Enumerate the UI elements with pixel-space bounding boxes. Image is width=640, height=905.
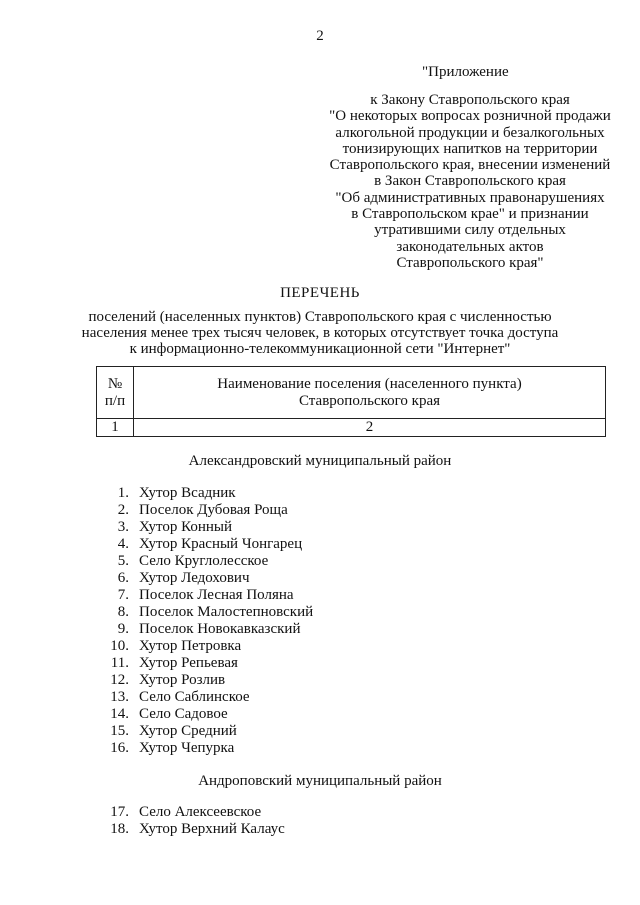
annex-line: в Ставропольском крае" и признании — [351, 206, 589, 223]
list-item: 1. Хутор Всадник — [117, 485, 236, 501]
list-item: 3. Хутор Конный — [117, 519, 233, 535]
district-heading: Александровский муниципальный район — [188, 453, 452, 469]
list-item: 12. Хутор Розлив — [110, 672, 226, 688]
column-number-2: 2 — [134, 419, 606, 437]
list-item: 15. Хутор Средний — [110, 723, 237, 739]
list-item: 2. Поселок Дубовая Роща — [117, 502, 288, 518]
annex-reference-block — [300, 92, 640, 271]
list-item: 8. Поселок Малостепновский — [117, 604, 314, 620]
list-item: 17. Село Алексеевское — [110, 804, 262, 820]
list-subtitle — [0, 309, 640, 357]
list-item: 16. Хутор Чепурка — [110, 740, 235, 756]
list-item: 10. Хутор Петровка — [110, 638, 242, 654]
number-sign: № — [107, 375, 123, 392]
annex-line: Ставропольского края" — [396, 254, 544, 271]
annex-line: алкогольной продукции и безалкогольных — [335, 124, 605, 141]
annex-line: "Об административных правонарушениях — [335, 189, 605, 206]
annex-line: "О некоторых вопросах розничной продажи — [329, 108, 611, 125]
list-item: 5. Село Круглолесское — [117, 553, 269, 569]
annex-title — [0, 64, 640, 81]
list-item: 18. Хутор Верхний Калаус — [110, 821, 285, 837]
annex-line: к Закону Ставропольского края — [370, 92, 570, 108]
annex-line: в Закон Ставропольского края — [374, 173, 566, 190]
name-header-line: Ставропольского края — [299, 392, 440, 409]
list-item: 9. Поселок Новокавказский — [117, 621, 301, 637]
list-item: 6. Хутор Ледохович — [117, 570, 250, 586]
list-item: 13. Село Саблинское — [110, 689, 250, 705]
subtitle-line: населения менее трех тысяч человек, в которых отсутствует точка доступа — [81, 325, 559, 341]
name-column-header — [134, 367, 606, 419]
annex-line: тонизирующих напитков на территории — [342, 140, 598, 157]
list-item: 7. Поселок Лесная Поляна — [117, 587, 294, 603]
list-item: 4. Хутор Красный Чонгарец — [117, 536, 303, 552]
column-number-1: 1 — [97, 419, 134, 437]
annex-line: Ставропольского края, внесении изменений — [329, 157, 611, 174]
list-item: 11. Хутор Репьевая — [110, 655, 238, 671]
header-table — [96, 366, 606, 437]
list-item: 14. Село Садовое — [110, 706, 228, 722]
annex-line: законодательных актов — [396, 238, 544, 255]
subtitle-line: к информационно-телекоммуникационной сети "Интернет" — [129, 341, 511, 357]
annex-line: утратившими силу отдельных — [374, 222, 566, 239]
list-title: ПЕРЕЧЕНЬ — [280, 285, 360, 301]
name-header-line: Наименование поселения (населенного пункта) — [217, 375, 522, 392]
district-heading: Андроповский муниципальный район — [198, 773, 442, 789]
annex-title-text: "Приложение — [422, 64, 509, 80]
page-number: 2 — [316, 28, 324, 44]
number-abbrev: п/п — [104, 392, 126, 409]
subtitle-line: поселений (населенных пунктов) Ставропольского края с численностью — [88, 309, 552, 325]
number-column-header — [97, 367, 134, 419]
